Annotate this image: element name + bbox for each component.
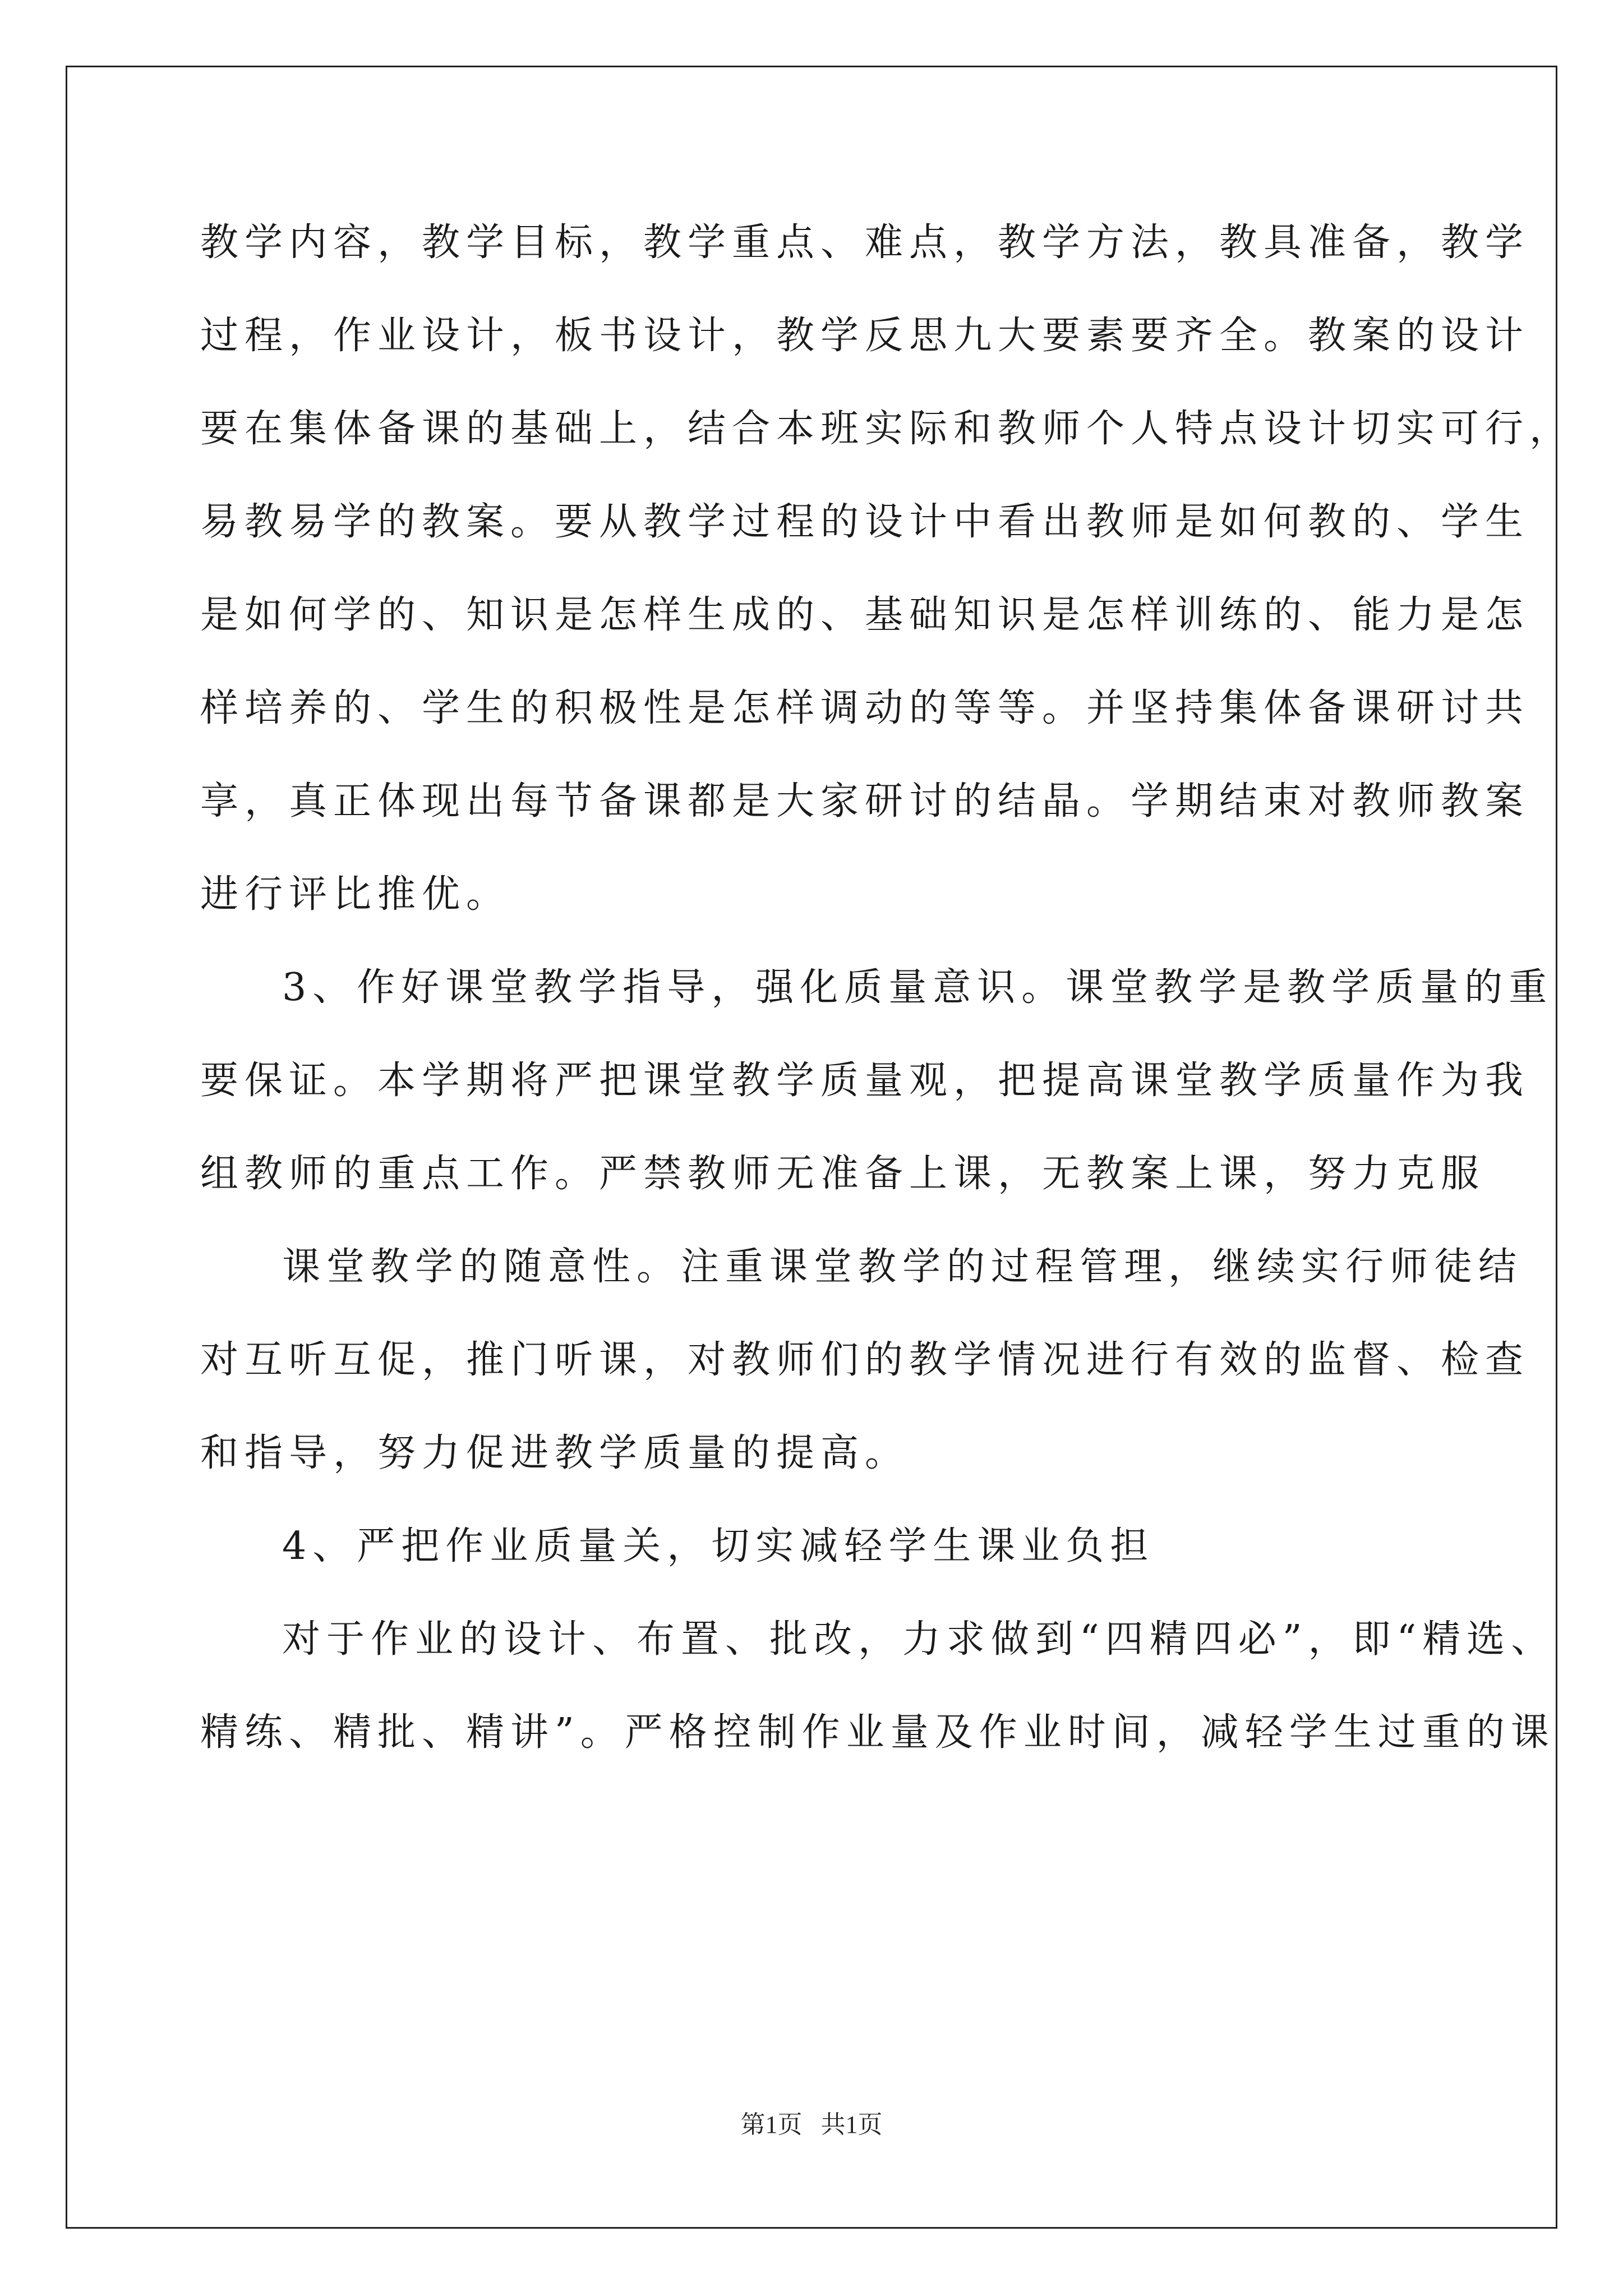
text-line: 进行评比推优。: [200, 872, 511, 917]
page-number-footer: 第1页 共1页: [740, 2111, 883, 2138]
section-4-heading: 4、严把作业质量关，切实减轻学生课业负担: [282, 1524, 1155, 1568]
text-line: 过程，作业设计，板书设计，教学反思九大要素要齐全。教案的设计: [200, 314, 1530, 358]
text-line: 和指导，努力促进教学质量的提高。: [200, 1431, 910, 1475]
document-body: [200, 218, 1574, 1801]
text-line: 教学内容，教学目标，教学重点、难点，教学方法，教具准备，教学: [200, 220, 1530, 265]
text-line: 易教易学的教案。要从教学过程的设计中看出教师是如何教的、学生: [200, 500, 1530, 544]
text-line: 精练、精批、精讲”。严格控制作业量及作业时间，减轻学生过重的课: [200, 1710, 1555, 1755]
text-line: 享，真正体现出每节备课都是大家研讨的结晶。学期结束对教师教案: [200, 779, 1530, 823]
text-line: 对互听互促，推门听课，对教师们的教学情况进行有效的监督、检查: [200, 1338, 1530, 1382]
text-line: 课堂教学的随意性。注重课堂教学的过程管理，继续实行师徒结: [282, 1245, 1523, 1289]
paragraph-3-heading-line: 3、作好课堂教学指导，强化质量意识。课堂教学是教学质量的重: [282, 965, 1553, 1010]
text-line: 对于作业的设计、布置、批改，力求做到“四精四必”，即“精选、: [282, 1617, 1556, 1662]
text-line: 是如何学的、知识是怎样生成的、基础知识是怎样训练的、能力是怎: [200, 593, 1530, 637]
text-line: 要保证。本学期将严把课堂教学质量观，把提高课堂教学质量作为我: [200, 1059, 1530, 1103]
text-line: 要在集体备课的基础上，结合本班实际和教师个人特点设计切实可行，: [200, 407, 1574, 451]
text-line: 组教师的重点工作。严禁教师无准备上课，无教案上课，努力克服: [200, 1152, 1486, 1196]
text-line: 样培养的、学生的积极性是怎样调动的等等。并坚持集体备课研讨共: [200, 686, 1530, 730]
